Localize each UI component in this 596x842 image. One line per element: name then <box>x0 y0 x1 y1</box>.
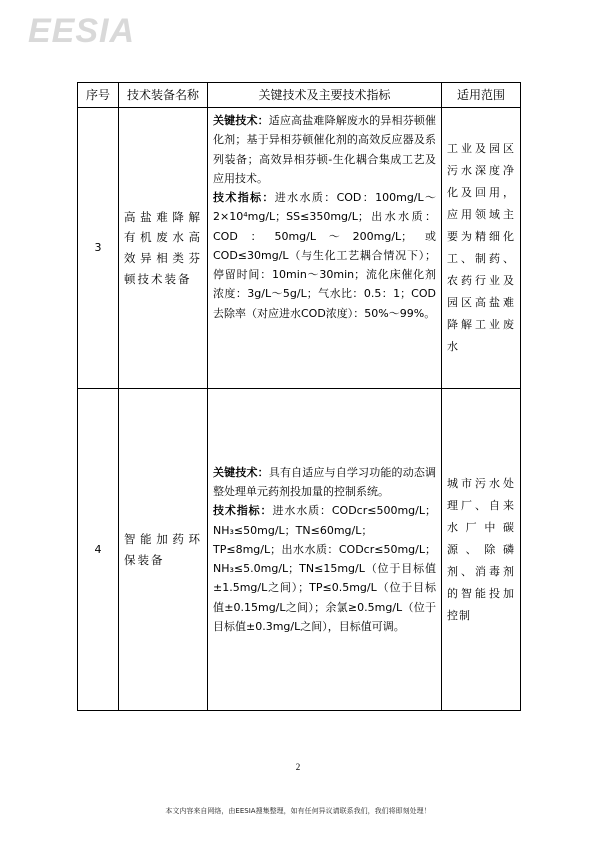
key-tech-cell <box>208 108 442 389</box>
table-row <box>78 389 521 711</box>
spec-paragraph <box>213 501 436 636</box>
tech-equipment-table <box>77 82 521 711</box>
row-number: 4 <box>78 389 119 711</box>
header-key-tech: 关键技术及主要技术指标 <box>208 83 442 108</box>
header-seq: 序号 <box>78 83 119 108</box>
table-header-row <box>78 83 521 108</box>
spec-text: 进水水质：CODcr≤500mg/L；NH₃≤50mg/L；TN≤60mg/L；TP≤8mg/L；出水水质：CODcr≤50mg/L；NH₃≤5.0mg/L；TN≤15mg/L（位于目标值±1.5mg/L之间）；TP≤0.5mg/L（位于目标值±0.15mg/L之间）；余氯≥0.5mg/L（位于目标值±0.3mg/L之间），目标值可调。 <box>213 504 436 633</box>
row-number: 3 <box>78 108 119 389</box>
equipment-name: 智能加药环保装备 <box>119 389 208 711</box>
table-row <box>78 108 521 389</box>
key-tech-label: 关键技术： <box>213 114 269 127</box>
page-number: 2 <box>295 762 301 772</box>
key-tech-paragraph <box>213 463 436 502</box>
header-scope: 适用范围 <box>442 83 521 108</box>
spec-text: 进水水质：COD：100mg/L～2×10⁴mg/L；SS≤350mg/L；出水水质：COD：50mg/L～200mg/L；或COD≤30mg/L（与生化工艺耦合情况下）；停留时间：10min～30min；流化床催化剂浓度：3g/L～5g/L；气水比：0.5：1；COD去除率（对应进水COD浓度）：50%～99%。 <box>213 191 436 320</box>
key-tech-label: 关键技术： <box>213 465 269 479</box>
key-tech-cell <box>208 389 442 711</box>
spec-paragraph <box>213 188 436 323</box>
footer-disclaimer: 本文内容来自网络，由EESIA搜集整理，如有任何异议请联系我们，我们将即刻处理！ <box>165 807 431 815</box>
key-tech-text: 具有自适应与自学习功能的动态调整处理单元药剂投加量的控制系统。 <box>213 465 437 499</box>
scope-cell: 工业及园区污水深度净化及回用，应用领域主要为精细化工、制药、农药行业及园区高盐难降解工业废水 <box>442 108 521 389</box>
header-equipment-name: 技术装备名称 <box>119 83 208 108</box>
equipment-name: 高盐难降解有机废水高效异相类芬顿技术装备 <box>119 108 208 389</box>
key-tech-text: 适应高盐难降解废水的异相芬顿催化剂；基于异相芬顿催化剂的高效反应器及系列装备；高效异相芬顿-生化耦合集成工艺及应用技术。 <box>213 114 437 185</box>
eesia-logo: EESIA <box>28 12 136 50</box>
key-tech-paragraph <box>213 111 436 188</box>
spec-label: 技术指标： <box>213 191 275 204</box>
spec-label: 技术指标： <box>213 504 273 518</box>
scope-cell: 城市污水处理厂、自来水厂中碳源、除磷剂、消毒剂的智能投加控制 <box>442 389 521 711</box>
